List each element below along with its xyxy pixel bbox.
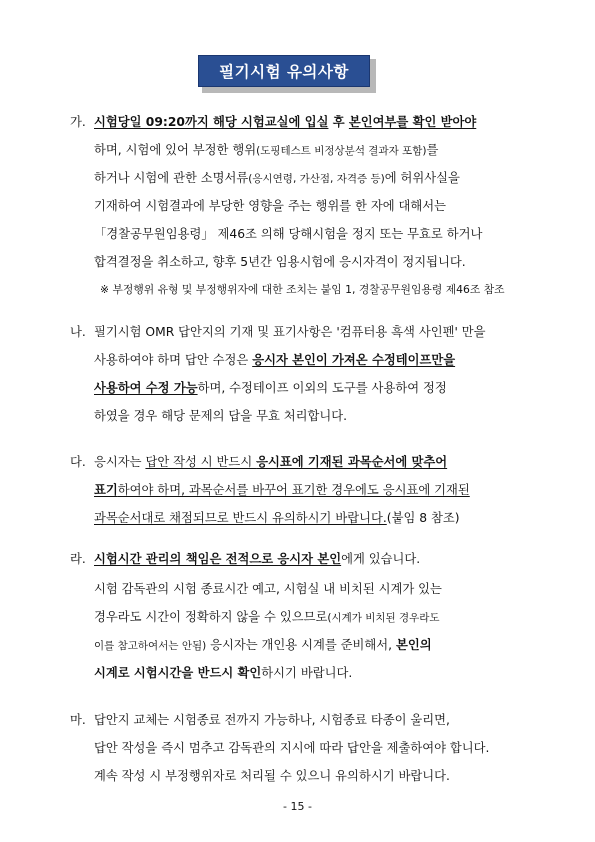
- reference-text: (붙임 8 참조): [386, 511, 460, 525]
- section-marker: 라.: [70, 552, 86, 566]
- section-marker: 가.: [70, 115, 86, 129]
- body-text: 하며, 시험에 있어 부정한 행위: [94, 143, 257, 157]
- body-text: 에게 있습니다.: [341, 552, 421, 566]
- body-text: 응시자는 개인용 시계를 준비해서,: [206, 638, 396, 652]
- emphasis-text: 본인의: [395, 638, 432, 652]
- body-text: 후: [328, 115, 349, 129]
- emphasis-text: 사용하여 수정 가능: [94, 381, 198, 395]
- small-text: (응시연령, 가산점, 자격증 등): [248, 173, 385, 185]
- section-line: 필기시험 OMR 답안지의 기재 및 표기사항은 '컴퓨터용 흑색 사인펜' 만을: [94, 325, 486, 339]
- section-line: 합격결정을 취소하고, 향후 5년간 임용시험에 응시자격이 정지됩니다.: [94, 255, 466, 269]
- section-marker: 마.: [70, 713, 86, 727]
- body-text: 하거나 시험에 관한 소명서류: [94, 171, 249, 185]
- emphasis-text: 응시자 본인이 가져온 수정테이프만을: [252, 353, 456, 367]
- section-line: 하였을 경우 해당 문제의 답을 무효 처리합니다.: [94, 409, 348, 423]
- emphasis-text: 본인여부를 확인 받아야: [348, 115, 477, 129]
- emphasis-text: 시험당일 09:20까지 해당 시험교실에 입실: [94, 115, 329, 129]
- reference-note: ※ 부정행위 유형 및 부정행위자에 대한 조치는 붙임 1, 경찰공무원임용령 제46조 참조: [100, 283, 505, 296]
- section-line: 계속 작성 시 부정행위자로 처리될 수 있으니 유의하시기 바랍니다.: [94, 769, 450, 783]
- section-marker: 다.: [70, 455, 86, 469]
- section-marker: 나.: [70, 325, 86, 339]
- emphasis-text: 시계로 시험시간을 반드시 확인: [94, 666, 262, 680]
- page-number: - 15 -: [283, 800, 312, 813]
- section-line: [94, 635, 432, 655]
- underlined-text: 과목순서대로 채점되므로 반드시 유의하시기 바랍니다.: [94, 511, 387, 525]
- section-line: [94, 112, 476, 132]
- small-text: 이를 참고하여서는 안됨): [94, 640, 207, 652]
- section-line: 「경찰공무원임용령」 제46조 의해 당해시험을 정지 또는 무효로 하거나: [94, 227, 483, 241]
- body-text: 하시기 바랍니다.: [261, 666, 353, 680]
- emphasis-text: 응시표에 기재된 과목순서에 맞추어: [256, 455, 448, 469]
- section-line: 시험 감독관의 시험 종료시간 예고, 시험실 내 비치된 시계가 있는: [94, 582, 442, 596]
- section-line: [94, 378, 447, 398]
- section-line: [94, 168, 460, 188]
- section-line: [94, 663, 352, 683]
- section-line: [94, 480, 470, 500]
- title-banner: [198, 55, 372, 89]
- body-text: 에 허위사실을: [384, 171, 460, 185]
- title-box: [198, 55, 370, 87]
- emphasis-text: 시험시간 관리의 책임은 전적으로 응시자 본인: [94, 552, 342, 566]
- underlined-text: 하여야 하며, 과목순서를 바꾸어 표기한 경우에도 응시표에 기재된: [117, 483, 470, 497]
- emphasis-text: 표기: [94, 483, 118, 497]
- section-line: 기재하여 시험결과에 부당한 영향을 주는 행위를 한 자에 대해서는: [94, 199, 446, 213]
- section-line: [94, 549, 420, 569]
- small-text: (도핑테스트 비정상분석 결과자 포함): [256, 145, 427, 157]
- body-text: 를: [426, 143, 439, 157]
- body-text: 사용하여야 하며 답안 수정은: [94, 353, 253, 367]
- section-line: [94, 607, 440, 627]
- section-line: [94, 508, 460, 528]
- section-line: 답안지 교체는 시험종료 전까지 가능하나, 시험종료 타종이 울리면,: [94, 713, 450, 727]
- section-line: [94, 452, 447, 472]
- body-text: 응시자는: [94, 455, 146, 469]
- section-line: [94, 140, 438, 160]
- small-text: (시계가 비치된 경우라도: [327, 612, 440, 624]
- body-text: 경우라도 시간이 정확하지 않을 수 있으므로: [94, 610, 328, 624]
- body-text: 하며, 수정테이프 이외의 도구를 사용하여 정정: [197, 381, 447, 395]
- underlined-text: 답안 작성 시 반드시: [145, 455, 257, 469]
- page-title: 필기시험 유의사항: [219, 63, 349, 81]
- section-line: 답안 작성을 즉시 멈추고 감독관의 지시에 따라 답안을 제출하여야 합니다.: [94, 741, 490, 755]
- section-line: [94, 350, 455, 370]
